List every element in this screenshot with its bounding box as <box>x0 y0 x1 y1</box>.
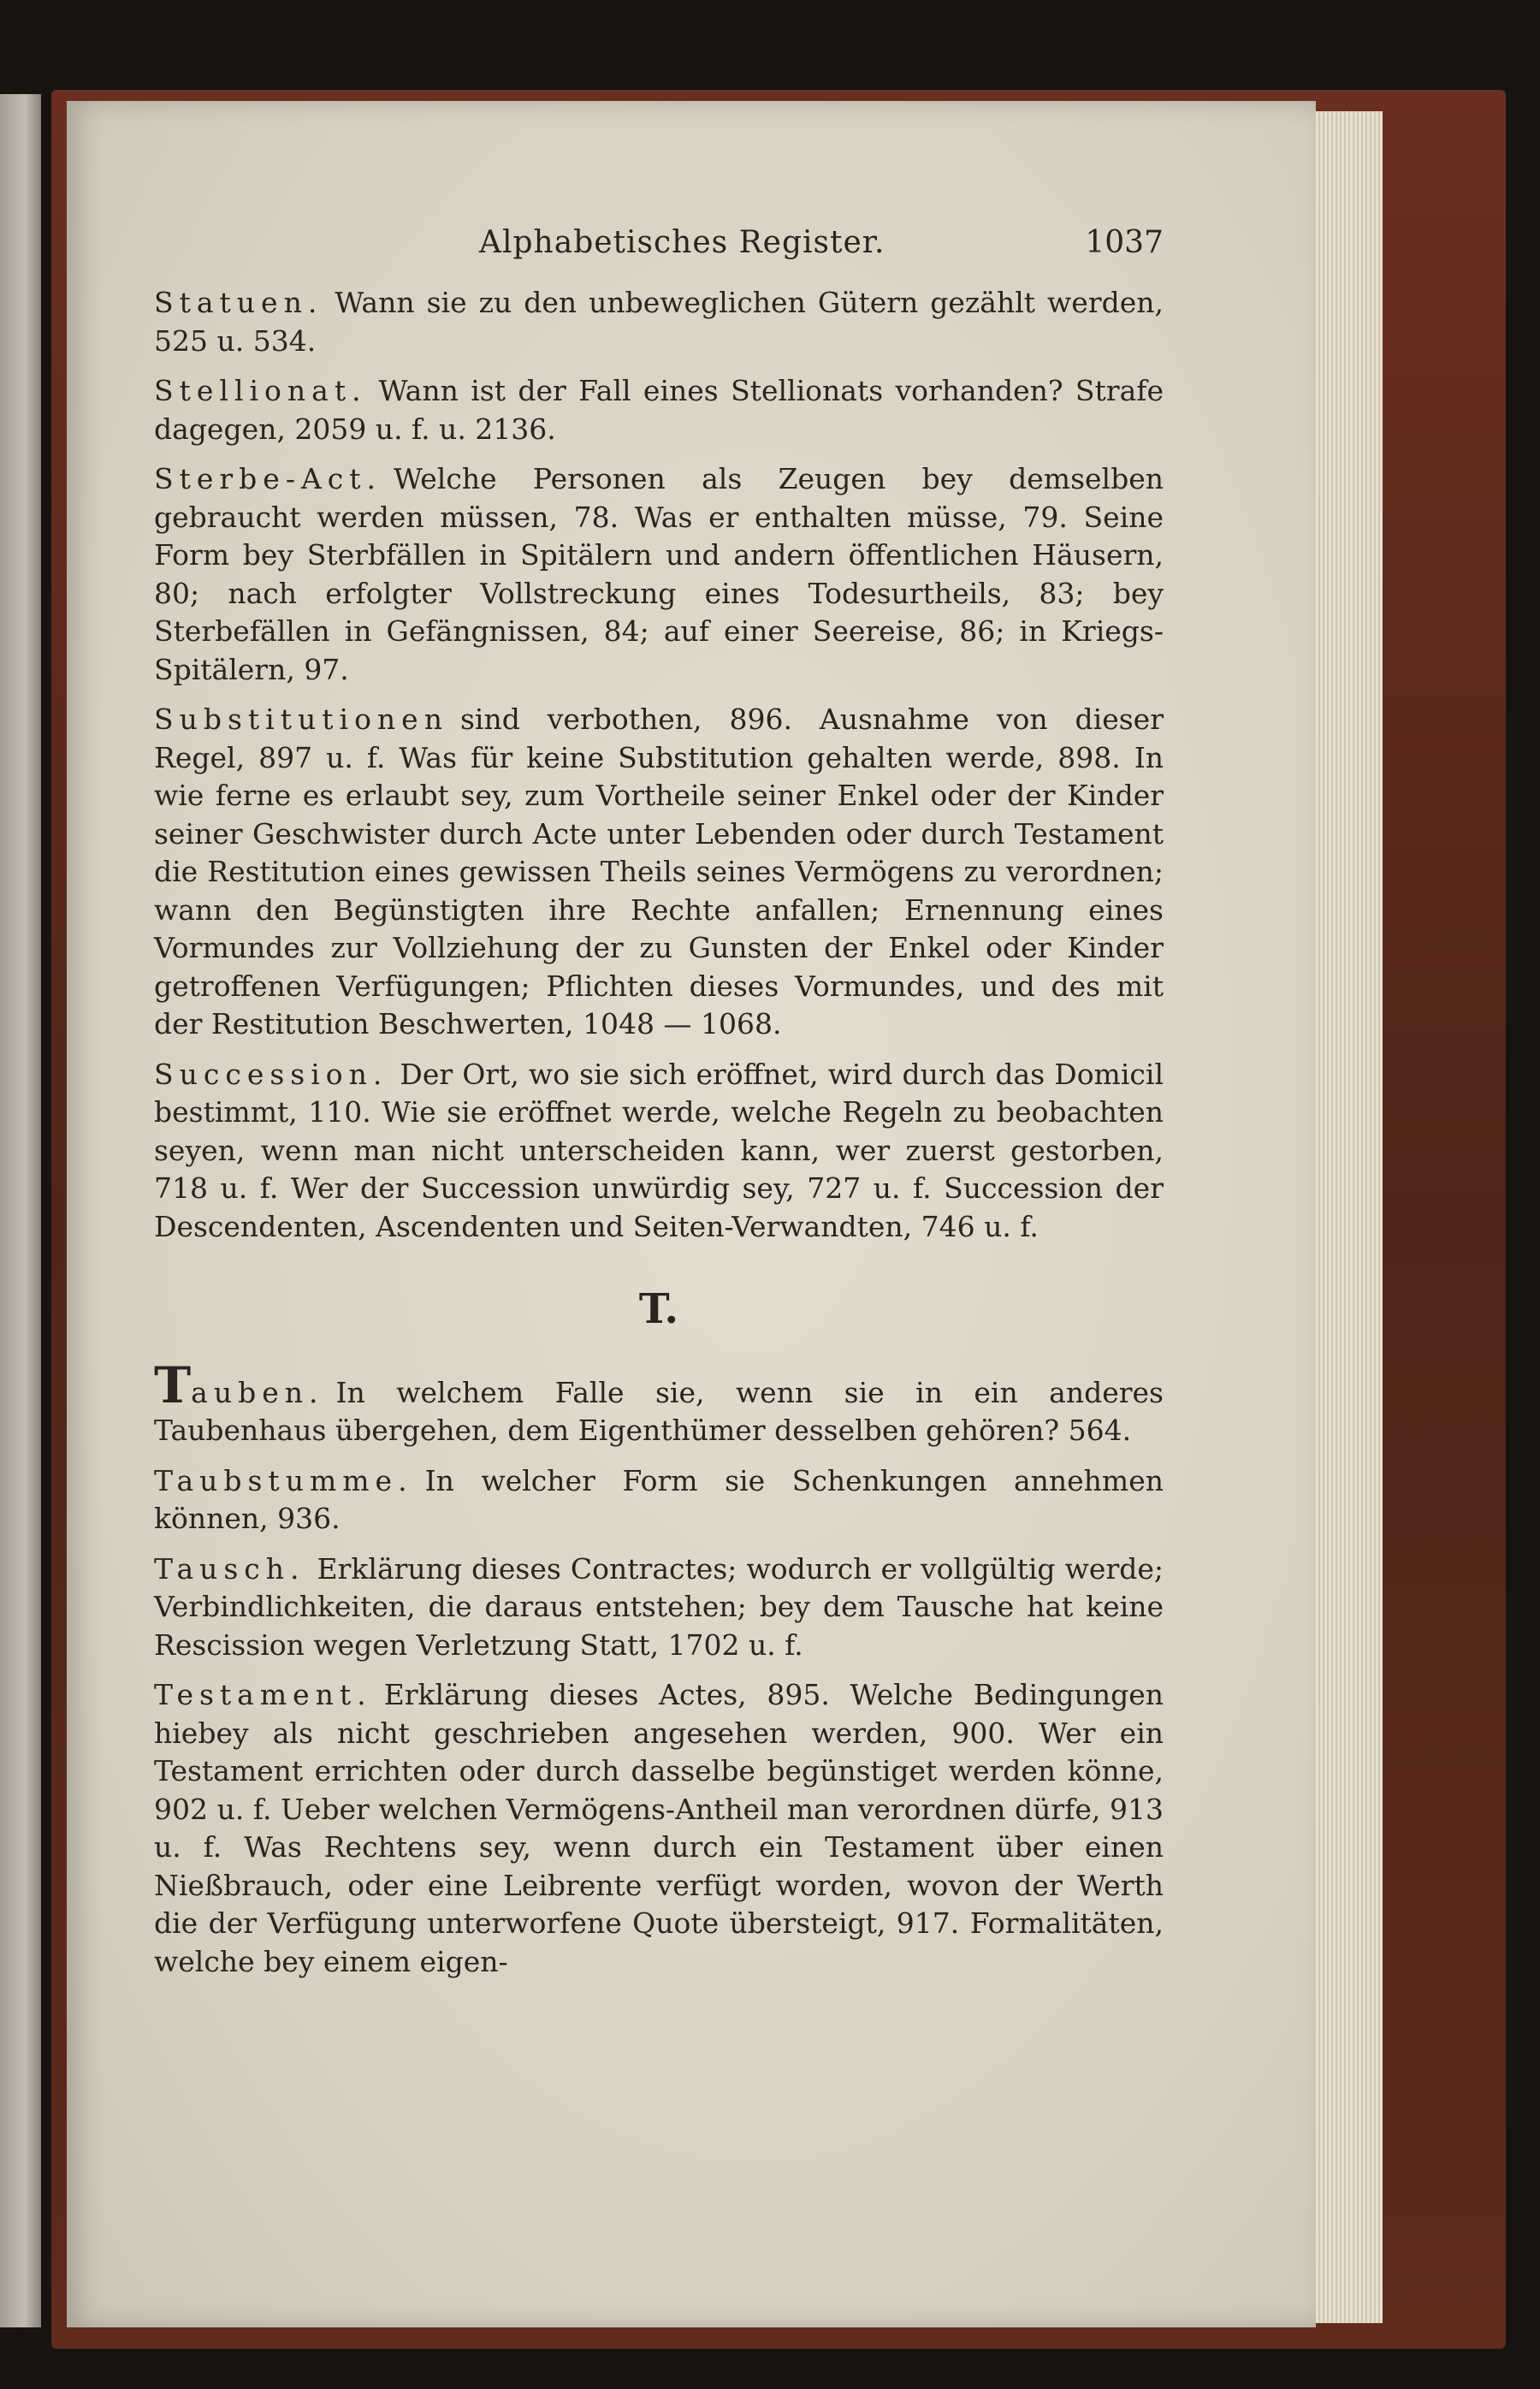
running-head: Alphabetisches Register. <box>479 225 886 260</box>
page-header <box>154 224 1164 276</box>
entry-headword: Succession. <box>154 1057 388 1091</box>
register-text <box>154 224 1164 1993</box>
entry-headword: Stellionat. <box>154 374 367 407</box>
register-entry-sterbe-act <box>154 460 1164 689</box>
entry-headword: auben. <box>191 1375 324 1409</box>
entry-text: In welcher Form sie Schenkungen annehmen können, 936. <box>154 1463 1164 1535</box>
entry-headword: Tausch. <box>154 1551 305 1586</box>
entry-headword: Testament. <box>154 1678 372 1711</box>
page-number: 1037 <box>1085 225 1164 260</box>
register-entry-statuen <box>154 284 1164 360</box>
register-entry-stellionat <box>154 372 1164 448</box>
entry-text: Erklärung dieses Contractes; wodurch er vollgültig werde; Verbindlichkeiten, die daraus entstehen; bey dem Tausche hat keine Rescission wegen Verletzung Statt, 1702 u. f. <box>154 1551 1164 1662</box>
entry-text: Wann sie zu den unbeweglichen Gütern gezählt werden, 525 u. 534. <box>154 286 1164 358</box>
entry-text: Erklärung dieses Actes, 895. Welche Bedingungen hiebey als nicht geschrieben angesehen werden, 900. Wer ein Testament errichten oder durch dasselbe begünstiget werden könne, 902 u. f. Ueber welchen Vermögens-Antheil man verordnen dürfe, 913 u. f. Was Rechtens sey, wenn durch ein Testament über einen Nießbrauch, oder eine Leibrente verfügt worden, wovon der Werth die der Verfügung unterworfene Quote übersteigt, 917. Formalitäten, welche bey einem eigen- <box>154 1678 1164 1978</box>
entry-text: Wann ist der Fall eines Stellionats vorhanden? Strafe dagegen, 2059 u. f. u. 2136. <box>154 374 1164 446</box>
entry-headword: Taubstumme. <box>154 1463 413 1497</box>
page-edges <box>1316 111 1383 2323</box>
register-entry-succession <box>154 1056 1164 1247</box>
register-entry-taubstumme <box>154 1462 1164 1538</box>
entry-headword: Statuen. <box>154 286 323 319</box>
entry-text: sind verbothen, 896. Ausnahme von dieser Regel, 897 u. f. Was für keine Substitution gehalten werde, 898. In wie ferne es erlaubt sey, zum Vortheile seiner Enkel oder der Kinder seiner Geschwister durch Acte unter Lebenden oder durch Testament die Restitution eines gewissen Theils seines Vermögens zu verordnen; wann den Begünstigten ihre Rechte anfallen; Ernennung eines Vormundes zur Vollziehung der zu Gunsten der Enkel oder Kinder getroffenen Verfügungen; Pflichten dieses Vormundes, und des mit der Restitution Beschwerten, 1048 — 1068. <box>154 702 1164 1040</box>
section-letter: T. <box>638 1285 679 1333</box>
entry-initial: T <box>154 1355 192 1414</box>
entry-text: Welche Personen als Zeugen bey demselben gebraucht werden müssen, 78. Was er enthalten müsse, 79. Seine Form bey Sterbfällen in Spitälern und andern öffentlichen Häusern, 80; nach erfolgter Vollstreckung eines Todesurtheils, 83; bey Sterbefällen in Gefängnissen, 84; auf einer Seereise, 86; in Kriegs-Spitälern, 97. <box>154 462 1164 686</box>
register-entry-tauben <box>154 1355 1164 1450</box>
left-page-edge <box>0 94 41 2327</box>
register-entry-testament <box>154 1676 1164 1981</box>
entry-text: Der Ort, wo sie sich eröffnet, wird durch das Domicil bestimmt, 110. Wie sie eröffnet werde, welche Regeln zu beobachten seyen, wenn man nicht unterscheiden kann, wer zuerst gestorben, 718 u. f. Wer der Succession unwürdig sey, 727 u. f. Succession der Descendenten, Ascendenten und Seiten-Verwandten, 746 u. f. <box>154 1057 1164 1243</box>
register-entry-tausch <box>154 1550 1164 1665</box>
entry-headword: Sterbe-Act. <box>154 462 382 495</box>
entry-headword: Substitutionen <box>154 702 448 736</box>
entry-text: In welchem Falle sie, wenn sie in ein anderes Taubenhaus übergehen, dem Eigenthümer desselben gehören? 564. <box>154 1375 1164 1447</box>
register-entry-substitutionen <box>154 701 1164 1044</box>
